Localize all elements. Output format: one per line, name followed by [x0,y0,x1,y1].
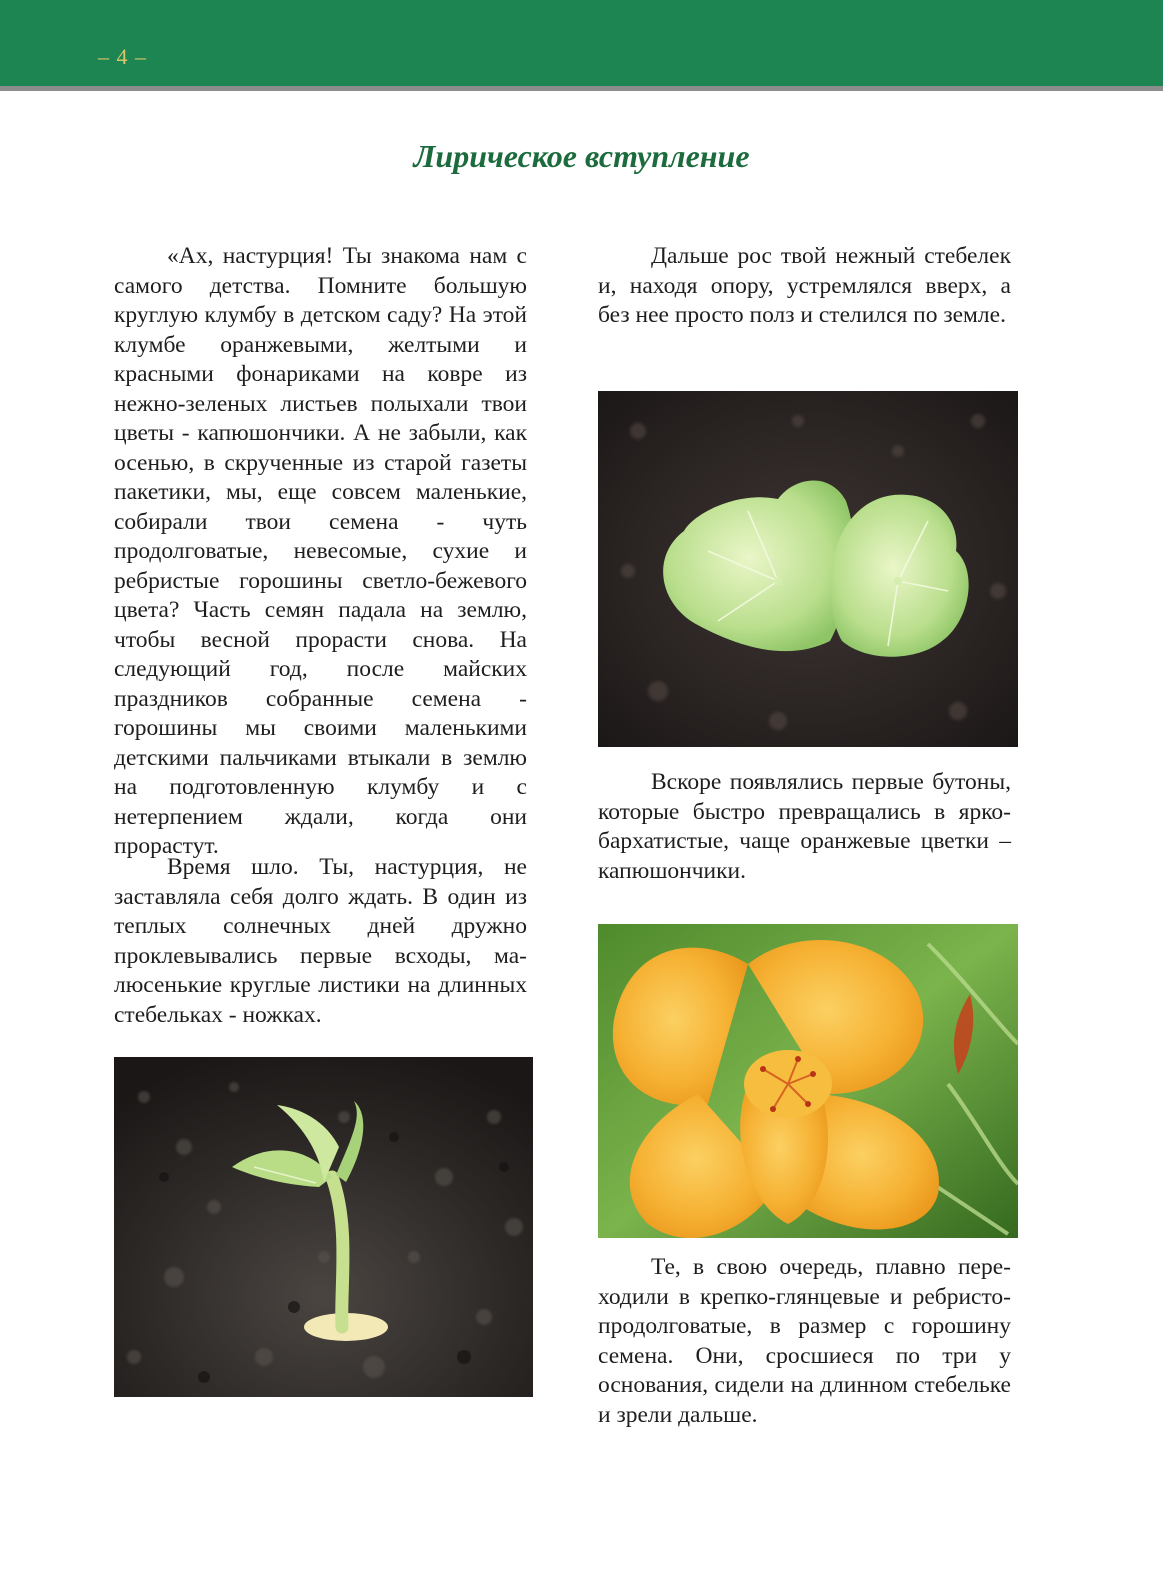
right-column-paragraph-1 [598,242,1011,331]
header-rule [0,86,1163,91]
paragraph-text: Вскоре появлялись первые бутоны, которые быстро превращались в ярко-бархатистые, чаще оранжевые цветки – капюшончики. [598,769,1011,884]
paragraph-text: «Ах, настурция! Ты знакома нам с самого детства. Помните большую круглую клумбу в детском саду? На этой клумбе оранжевыми, желтыми и красными фонариками на ковре из нежно-зеленых листьев полыхали твои цветы - капюшончики. А не забыли, как осенью, в скрученные из старой газеты пакетики, мы, еще совсем маленькие, собирали твои семена - чуть продолговатые, невесомые, сухие и ребристые горошины светло-бежевого цвета? Часть семян падала на землю, чтобы весной прорасти снова. На следующий год, после майских праздников собранные семена - горошины мы своими маленькими детскими пальчиками втыкали в землю на подготовленную клумбу и с нетерпением ждали, когда они прорастут. [114,243,527,859]
paragraph-text: Время шло. Ты, настурция, не заставляла себя долго ждать. В один из теплых солнечных дней дружно проклевывались первые всходы, малюсенькие круглые листики на длинных стебельках - ножках. [114,854,527,1028]
right-column-paragraph-3 [598,1253,1011,1430]
left-column-paragraph-2 [114,853,527,1030]
page-title: Лирическое вступление [413,138,750,174]
header-band [0,0,1163,86]
sprout-image [114,1057,533,1397]
right-column-paragraph-2 [598,768,1011,886]
nasturtium-flower-photo [598,924,1018,1238]
nasturtium-sprout-photo [114,1057,533,1397]
page-number: – 4 – [98,44,147,69]
seedling-image [598,391,1018,747]
flower-image [598,924,1018,1238]
nasturtium-seedling-photo [598,391,1018,747]
paragraph-text: Дальше рос твой нежный стебелек и, находя опору, устремлялся вверх, а без нее просто полз и стелился по земле. [598,243,1011,328]
paragraph-text: Те, в свою очередь, плавно переходили в крепко-глянцевые и ребристо-продолговатые, в размер с горошину семена. Они, сросшиеся по три у основания, сидели на длинном стебельке и зрели дальше. [598,1254,1011,1428]
left-column-paragraph-1 [114,242,527,862]
